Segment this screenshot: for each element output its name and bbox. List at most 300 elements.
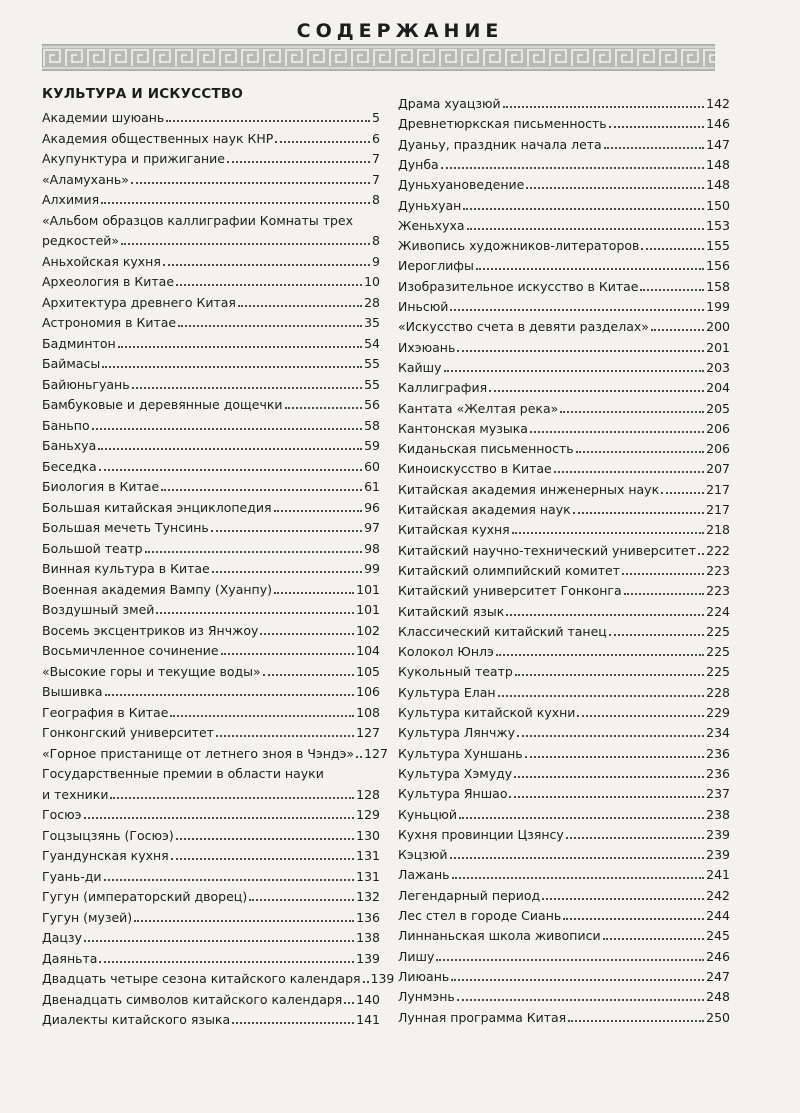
toc-entry-title: Баньпо: [42, 417, 90, 433]
toc-entry[interactable]: [42, 967, 395, 987]
toc-entry[interactable]: [398, 315, 730, 335]
dot-leader: [604, 146, 704, 149]
toc-entry-title: Академия общественных наук КНР: [42, 130, 274, 146]
toc-entry[interactable]: [398, 437, 730, 457]
toc-entry-page: 97: [364, 520, 380, 535]
toc-entry[interactable]: [398, 356, 730, 376]
dot-leader: [517, 734, 704, 737]
dot-leader: [542, 897, 704, 900]
toc-entry[interactable]: [398, 681, 730, 701]
toc-entry-title: Гугун (музей): [42, 909, 133, 925]
toc-entry-page: 96: [364, 499, 380, 515]
toc-entry-page: 239: [706, 826, 730, 842]
toc-entry[interactable]: [398, 234, 730, 254]
dot-leader: [509, 795, 704, 798]
toc-entry[interactable]: [42, 516, 380, 536]
toc-entry-title: Гоцзыцзянь (Госюэ): [42, 827, 174, 843]
toc-entry[interactable]: [42, 496, 380, 516]
dot-leader: [121, 242, 370, 245]
toc-entry[interactable]: [398, 133, 730, 153]
toc-entry-title: Легендарный период: [398, 887, 541, 903]
toc-entry-page: 217: [706, 481, 730, 497]
dot-leader: [450, 856, 705, 859]
dot-leader: [450, 308, 704, 311]
toc-entry-page: 229: [706, 705, 730, 720]
toc-entry-title: Дуньхуан: [398, 197, 462, 213]
toc-entry[interactable]: [42, 250, 380, 270]
toc-entry-page: 7: [372, 151, 380, 166]
toc-entry-title: Культура китайской кухни: [398, 705, 576, 720]
dot-leader: [212, 570, 362, 573]
toc-entry[interactable]: [398, 803, 730, 823]
toc-entry[interactable]: [398, 823, 730, 843]
toc-entry[interactable]: [42, 926, 380, 946]
toc-entry-title: Байюньгуань: [42, 376, 130, 392]
toc-entry-title: Лунная программа Китая: [398, 1009, 567, 1025]
toc-entry[interactable]: [398, 884, 730, 904]
toc-entry-title: Киданьская письменность: [398, 441, 574, 457]
toc-entry-title: Военная академия Вампу (Хуанпу): [42, 581, 272, 597]
toc-entry-title: Кантонская музыка: [398, 420, 528, 436]
toc-entry-page: 158: [706, 278, 730, 294]
dot-leader: [249, 898, 354, 901]
toc-entry-title: Бадминтон: [42, 335, 116, 351]
toc-entry[interactable]: [42, 475, 380, 495]
toc-entry[interactable]: [398, 397, 730, 417]
dot-leader: [170, 714, 354, 717]
toc-entry-title: Воздушный змей: [42, 602, 155, 617]
toc-entry-title: Биология в Китае: [42, 479, 160, 494]
toc-entry-page: 55: [364, 376, 380, 392]
dot-leader: [489, 389, 704, 392]
toc-entry-title: Аньхойская кухня: [42, 253, 161, 269]
dot-leader: [176, 283, 362, 286]
decorative-meander-border: [42, 44, 715, 71]
toc-entry[interactable]: [42, 680, 380, 700]
toc-entry[interactable]: [398, 945, 730, 965]
toc-entry-title: Древнетюркская письменность: [398, 116, 607, 132]
dot-leader: [506, 613, 704, 616]
toc-entry-title: Беседка: [42, 458, 97, 474]
toc-entry-title: Вышивка: [42, 684, 103, 699]
toc-entry-page: 61: [364, 479, 380, 494]
toc-entry-page: 200: [706, 319, 730, 335]
toc-entry[interactable]: [398, 640, 730, 660]
toc-entry[interactable]: [42, 311, 380, 331]
dot-leader: [566, 836, 704, 839]
toc-entry-title: Дуаньу, праздник начала лета: [398, 136, 602, 152]
toc-entry-page: 58: [364, 417, 380, 433]
toc-entry-title: Дацзу: [42, 930, 82, 945]
dot-leader: [118, 345, 362, 348]
toc-entry-title: Кайшу: [398, 359, 442, 375]
toc-entry[interactable]: [398, 701, 730, 721]
toc-entry[interactable]: [42, 229, 380, 249]
dot-leader: [609, 125, 704, 128]
toc-entry[interactable]: [42, 1008, 380, 1028]
toc-entry-page: 206: [706, 441, 730, 457]
toc-entry[interactable]: [398, 904, 730, 924]
dot-leader: [363, 980, 369, 983]
dot-leader: [131, 181, 370, 184]
dot-leader: [211, 529, 362, 532]
toc-entry-page: 55: [364, 356, 380, 371]
dot-leader: [263, 673, 354, 676]
toc-entry[interactable]: [42, 660, 380, 680]
toc-entry-title: Классический китайский танец: [398, 623, 607, 639]
dot-leader: [444, 369, 705, 372]
dot-leader: [171, 857, 354, 860]
toc-entry-title: Китайская академия наук: [398, 502, 571, 517]
toc-entry[interactable]: [398, 843, 730, 863]
toc-entry-page: 105: [356, 663, 380, 679]
toc-entry-page: 236: [706, 765, 730, 781]
toc-entry-title: Большой театр: [42, 540, 143, 556]
toc-entry[interactable]: [42, 865, 380, 885]
toc-entry-page: 217: [706, 502, 730, 517]
toc-entry-page: 7: [372, 171, 380, 187]
toc-entry-title: Колокол Юнлэ: [398, 644, 494, 660]
toc-entry-page: 139: [370, 971, 395, 986]
toc-entry-page: 155: [706, 238, 730, 254]
toc-entry-page: 102: [356, 622, 380, 638]
toc-entry-page: 131: [356, 848, 380, 863]
toc-entry[interactable]: [398, 782, 730, 802]
dot-leader: [554, 470, 704, 473]
dot-leader: [525, 755, 704, 758]
toc-entry-title: Живопись художников-литераторов: [398, 238, 640, 254]
toc-entry-title: Иероглифы: [398, 258, 474, 274]
toc-entry[interactable]: [42, 393, 380, 413]
toc-entry[interactable]: [398, 1006, 730, 1026]
toc-entry-page: 56: [364, 397, 380, 412]
dot-leader: [512, 531, 704, 534]
toc-entry[interactable]: [398, 924, 730, 944]
toc-entry-title: Большая мечеть Тунсинь: [42, 520, 209, 535]
toc-entry-page: 239: [706, 847, 730, 863]
toc-entry[interactable]: [398, 417, 730, 437]
toc-entry[interactable]: [398, 742, 730, 762]
toc-entry-page: 10: [364, 274, 380, 289]
toc-entry-title: «Альбом образцов каллиграфии Комнаты трех: [42, 212, 354, 228]
toc-entry[interactable]: [42, 947, 380, 967]
toc-entry[interactable]: [398, 254, 730, 274]
toc-entry[interactable]: [42, 147, 380, 167]
toc-entry-page: 223: [706, 562, 730, 578]
toc-entry[interactable]: [42, 783, 380, 803]
dot-leader: [98, 447, 362, 450]
dot-leader: [436, 958, 704, 961]
dot-leader: [573, 511, 704, 514]
dot-leader: [285, 406, 363, 409]
toc-entry-title: Государственные премии в области науки: [42, 766, 324, 781]
toc-entry[interactable]: [42, 844, 380, 864]
toc-entry-title: Кэцзюй: [398, 847, 448, 863]
toc-entry-page: 236: [706, 745, 730, 761]
toc-entry-page: 9: [372, 253, 380, 269]
toc-entry[interactable]: [42, 352, 380, 372]
dot-leader: [84, 816, 355, 819]
dot-leader: [651, 328, 704, 331]
toc-entry[interactable]: [398, 600, 730, 620]
toc-entry[interactable]: [398, 214, 730, 234]
dot-leader: [452, 876, 705, 879]
toc-entry-title: Лажань: [398, 867, 450, 883]
toc-entry-page: 5: [372, 110, 380, 125]
dot-leader: [503, 105, 704, 108]
toc-entry[interactable]: [398, 376, 730, 396]
toc-entry-title: Культура Елан: [398, 684, 496, 700]
toc-entry[interactable]: [42, 291, 380, 311]
toc-entry-page: 242: [706, 887, 730, 903]
toc-entry[interactable]: [42, 188, 380, 208]
toc-entry[interactable]: [398, 173, 730, 193]
toc-entry-page: 246: [706, 948, 730, 964]
toc-entry[interactable]: [42, 209, 380, 229]
dot-leader: [134, 919, 354, 922]
toc-entry-page: 106: [356, 684, 380, 699]
toc-entry-page: 108: [356, 704, 380, 720]
dot-leader: [661, 491, 704, 494]
toc-entry-page: 201: [706, 339, 730, 355]
dot-leader: [178, 324, 362, 327]
toc-entry-title: Китайская академия инженерных наук: [398, 481, 660, 497]
toc-entry-title: Госюэ: [42, 807, 82, 822]
dot-leader: [451, 978, 704, 981]
section-heading: КУЛЬТУРА И ИСКУССТВО: [42, 86, 244, 102]
toc-entry[interactable]: [42, 557, 380, 577]
toc-entry-title: Бамбуковые и деревянные дощечки: [42, 397, 283, 412]
toc-entry[interactable]: [398, 92, 730, 112]
toc-entry-page: 234: [706, 725, 730, 741]
toc-entry-title: Двенадцать символов китайского календаря: [42, 991, 343, 1007]
toc-entry-page: 148: [706, 156, 730, 172]
toc-entry-title: Кукольный театр: [398, 664, 513, 680]
toc-entry-page: 150: [706, 197, 730, 213]
toc-entry-page: 127: [356, 725, 380, 740]
toc-entry-page: 142: [706, 96, 730, 111]
toc-entry[interactable]: [398, 985, 730, 1005]
dot-leader: [161, 488, 362, 491]
toc-entry-page: 8: [372, 233, 380, 248]
toc-entry-title: Академии шуюань: [42, 110, 165, 125]
toc-entry-page: 247: [706, 968, 730, 984]
toc-entry-title: Винная культура в Китае: [42, 561, 210, 576]
dot-leader: [576, 450, 705, 453]
toc-entry[interactable]: [398, 579, 730, 599]
toc-entry[interactable]: [42, 578, 380, 598]
toc-entry-page: 59: [364, 438, 380, 453]
toc-entry[interactable]: [398, 295, 730, 315]
toc-entry-title: Каллиграфия: [398, 380, 488, 396]
toc-entry[interactable]: [42, 824, 380, 844]
toc-entry[interactable]: [398, 275, 730, 295]
toc-entry[interactable]: [398, 457, 730, 477]
toc-entry[interactable]: [398, 153, 730, 173]
toc-entry-page: 225: [706, 644, 730, 660]
toc-entry-page: 250: [706, 1009, 730, 1025]
toc-entry-page: 132: [356, 889, 380, 904]
toc-entry-page: 35: [364, 315, 380, 330]
dot-leader: [238, 304, 362, 307]
dot-leader: [457, 998, 704, 1001]
toc-entry[interactable]: [42, 598, 380, 618]
toc-entry[interactable]: [398, 478, 730, 498]
toc-entry[interactable]: [42, 106, 380, 126]
toc-entry-title: Гуань-ди: [42, 868, 102, 884]
toc-entry[interactable]: [42, 270, 380, 290]
dot-leader: [132, 386, 363, 389]
toc-entry[interactable]: [42, 701, 380, 721]
toc-entry[interactable]: [42, 742, 388, 762]
toc-entry[interactable]: [42, 885, 380, 905]
toc-entry-page: 244: [706, 908, 730, 923]
toc-entry-title: Лунмэнь: [398, 989, 455, 1005]
toc-entry[interactable]: [398, 762, 730, 782]
toc-entry-page: 218: [706, 522, 730, 538]
toc-entry[interactable]: [42, 639, 380, 659]
dot-leader: [105, 693, 355, 696]
toc-entry-title: Ихэюань: [398, 339, 456, 355]
toc-entry[interactable]: [42, 455, 380, 475]
toc-entry[interactable]: [42, 127, 380, 147]
toc-entry[interactable]: [398, 660, 730, 680]
toc-entry[interactable]: [42, 332, 380, 352]
dot-leader: [110, 796, 354, 799]
toc-entry[interactable]: [42, 803, 380, 823]
toc-entry[interactable]: [398, 112, 730, 132]
toc-entry[interactable]: [398, 559, 730, 579]
toc-entry-title: Архитектура древнего Китая: [42, 294, 236, 310]
toc-entry-page: 225: [706, 664, 730, 680]
dot-leader: [227, 160, 370, 163]
dot-leader: [459, 816, 704, 819]
toc-entry-page: 156: [706, 258, 730, 274]
dot-leader: [344, 1001, 354, 1004]
toc-entry-page: 129: [356, 807, 380, 822]
toc-entry-page: 136: [356, 909, 380, 925]
dot-leader: [563, 917, 704, 920]
dot-leader: [577, 714, 704, 717]
toc-entry-title: Китайский университет Гонконга: [398, 583, 622, 599]
dot-leader: [476, 267, 704, 270]
dot-leader: [496, 653, 704, 656]
toc-entry[interactable]: [398, 863, 730, 883]
toc-entry-page: 138: [356, 930, 380, 945]
toc-entry-page: 223: [706, 583, 730, 599]
toc-entry-title: Культура Хуншань: [398, 745, 523, 761]
toc-entry-page: 205: [706, 400, 730, 416]
toc-entry-page: 222: [706, 542, 730, 558]
dot-leader: [163, 263, 370, 266]
toc-entry-title: Культура Лянчжу: [398, 725, 516, 741]
dot-leader: [275, 140, 370, 143]
toc-entry-page: 54: [364, 335, 380, 351]
toc-entry-title: Иньсюй: [398, 299, 449, 314]
dot-leader: [603, 937, 705, 940]
toc-entry[interactable]: [42, 414, 380, 434]
dot-leader: [457, 349, 704, 352]
toc-entry[interactable]: [398, 336, 730, 356]
toc-entry-page: 146: [706, 116, 730, 132]
toc-entry-title: «Искусство счета в девяти разделах»: [398, 319, 649, 335]
dot-leader: [356, 755, 362, 758]
toc-entry[interactable]: [398, 539, 730, 559]
toc-entry[interactable]: [42, 906, 380, 926]
toc-entry-title: Даяньта: [42, 950, 98, 966]
toc-entry-page: 141: [356, 1012, 380, 1027]
dot-leader: [641, 247, 704, 250]
dot-leader: [622, 572, 704, 575]
toc-entry[interactable]: [398, 498, 730, 518]
dot-leader: [463, 207, 704, 210]
toc-entry-title: Изобразительное искусство в Китае: [398, 278, 639, 294]
dot-leader: [560, 410, 704, 413]
toc-entry[interactable]: [42, 434, 380, 454]
toc-entry[interactable]: [42, 373, 380, 393]
toc-entry-page: 237: [706, 786, 730, 802]
toc-entry-page: 245: [706, 928, 730, 944]
toc-entry[interactable]: [398, 721, 730, 741]
toc-entry[interactable]: [42, 619, 380, 639]
dot-leader: [609, 633, 704, 636]
toc-entry-title: Баймасы: [42, 356, 101, 371]
dot-leader: [515, 673, 704, 676]
toc-entry[interactable]: [42, 168, 380, 188]
dot-leader: [526, 186, 704, 189]
toc-entry-title: Китайский олимпийский комитет: [398, 562, 620, 578]
toc-entry-title: Лес стел в городе Сиань: [398, 908, 562, 923]
toc-entry[interactable]: [42, 988, 380, 1008]
dot-leader: [624, 592, 704, 595]
toc-entry-page: 203: [706, 359, 730, 375]
toc-entry-title: Алхимия: [42, 192, 100, 207]
toc-entry-page: 207: [706, 461, 730, 477]
dot-leader: [441, 166, 704, 169]
toc-entry[interactable]: [398, 194, 730, 214]
toc-entry-page: 139: [356, 950, 380, 966]
toc-entry-title: редкостей»: [42, 233, 120, 248]
toc-entry[interactable]: [42, 721, 380, 741]
dot-leader: [102, 365, 362, 368]
dot-leader: [260, 632, 354, 635]
meander-pattern: [42, 44, 715, 71]
toc-entry[interactable]: [398, 965, 730, 985]
dot-leader: [99, 960, 354, 963]
toc-entry[interactable]: [398, 518, 730, 538]
toc-entry-title: Дуньхуановедение: [398, 177, 525, 193]
toc-entry-page: 101: [356, 602, 380, 617]
toc-entry-page: 101: [356, 581, 380, 597]
toc-entry-title: Гонконгский университет: [42, 725, 214, 740]
toc-entry[interactable]: [42, 537, 380, 557]
toc-entry-title: Лиюань: [398, 968, 450, 984]
toc-entry[interactable]: [398, 620, 730, 640]
dot-leader: [274, 591, 354, 594]
toc-entry-page: 153: [706, 217, 730, 233]
toc-entry-title: Диалекты китайского языка: [42, 1012, 231, 1027]
toc-entry-page: 238: [706, 806, 730, 822]
toc-entry-title: География в Китае: [42, 704, 169, 720]
toc-entry-title: Гуандунская кухня: [42, 848, 169, 863]
toc-entry-title: «Высокие горы и текущие воды»: [42, 663, 261, 679]
toc-entry-title: Археология в Китае: [42, 274, 175, 289]
toc-entry-title: Киноискусство в Китае: [398, 461, 552, 477]
toc-entry-title: Культура Хэмуду: [398, 765, 513, 781]
toc-entry-page: 147: [706, 136, 730, 152]
dot-leader: [530, 430, 704, 433]
toc-entry[interactable]: [42, 762, 380, 782]
